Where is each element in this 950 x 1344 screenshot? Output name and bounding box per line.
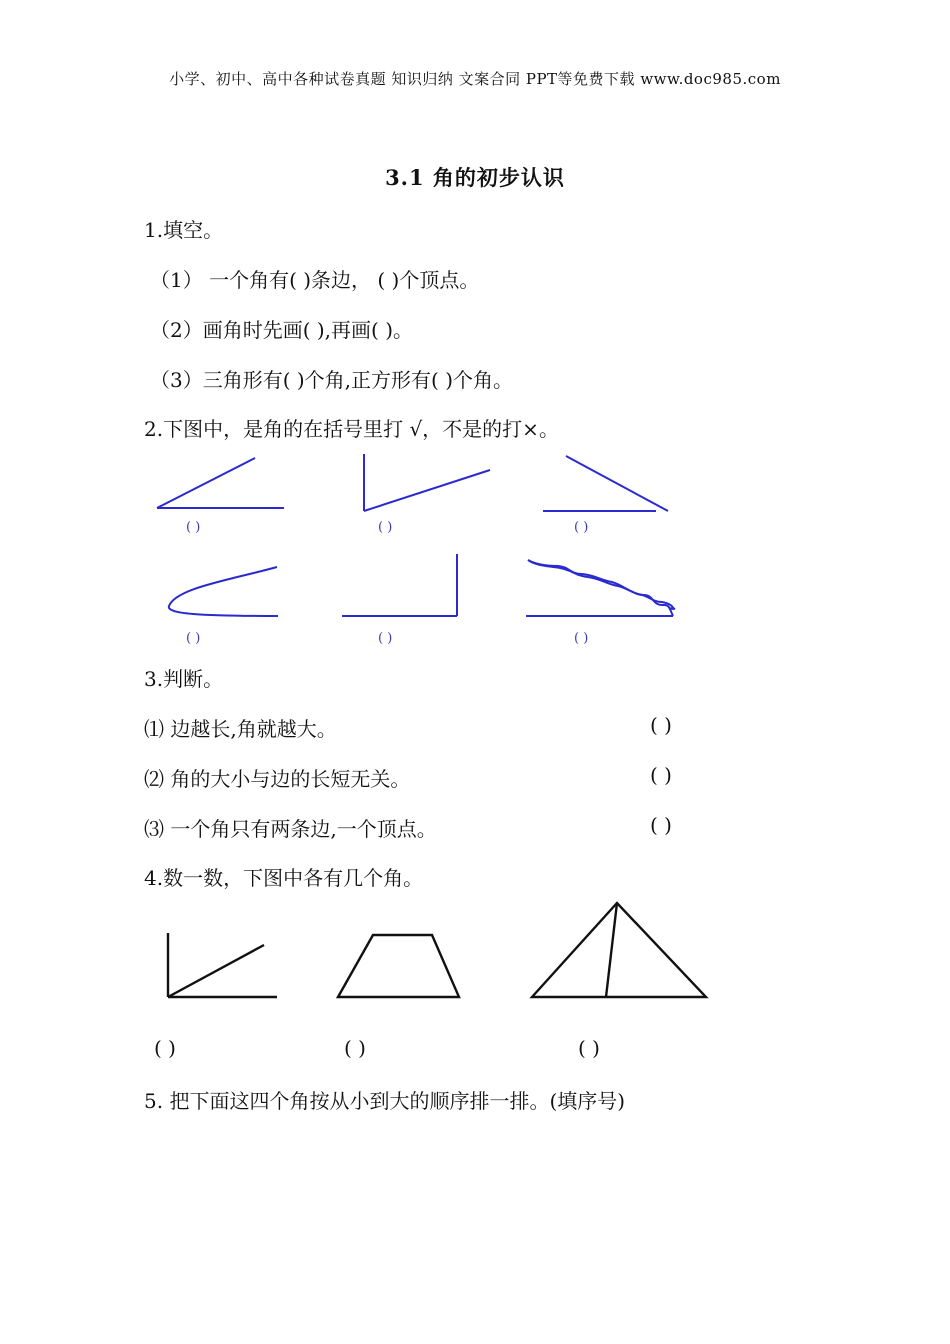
q2-heading: 2.下图中，是角的在括号里打 √，不是的打×。 (144, 417, 559, 441)
q1-line3: （3）三角形有( )个角,正方形有( )个角。 (150, 368, 514, 392)
q4-figure-angle (168, 933, 277, 997)
q3-blank-2[interactable]: ( ) (650, 763, 672, 787)
q5-heading: 5. 把下面这四个角按从小到大的顺序排一排。(填序号) (144, 1089, 626, 1113)
q3-blank-3[interactable]: ( ) (650, 813, 672, 837)
page-header: 小学、初中、高中各种试卷真题 知识归纳 文案合同 PPT等免费下载 www.doc985.com (169, 70, 781, 88)
q1-heading: 1.填空。 (144, 218, 224, 242)
q2-figure-6 (526, 560, 674, 616)
q2-answer-3[interactable]: ( ) (574, 520, 589, 535)
q2-figure-5 (342, 554, 457, 616)
q2-answer-6[interactable]: ( ) (574, 631, 589, 646)
q3-heading: 3.判断。 (144, 667, 224, 691)
q4-figures (150, 895, 720, 1010)
q2-answer-2[interactable]: ( ) (378, 520, 393, 535)
q4-blank-3[interactable]: ( ) (578, 1036, 600, 1060)
q3-item-2: ⑵ 角的大小与边的长短无关。 (144, 767, 411, 791)
q2-answer-4[interactable]: ( ) (186, 631, 201, 646)
q2-figure-2 (364, 454, 490, 511)
q1-line2: （2）画角时先画( ),再画( )。 (150, 318, 414, 342)
q1-line1: （1） 一个角有( )条边， ( )个顶点。 (150, 268, 480, 292)
q4-blank-1[interactable]: ( ) (154, 1036, 176, 1060)
q2-figure-4 (169, 567, 278, 616)
q2-figures (140, 448, 700, 648)
page-title: 3.1 角的初步认识 (385, 165, 565, 190)
q2-figure-1 (157, 458, 284, 508)
q4-figure-triangle (532, 903, 706, 997)
q3-item-3: ⑶ 一个角只有两条边,一个顶点。 (144, 817, 437, 841)
q3-item-1: ⑴ 边越长,角就越大。 (144, 717, 337, 741)
q4-blank-2[interactable]: ( ) (344, 1036, 366, 1060)
q2-figure-3 (543, 456, 668, 511)
q4-figure-trapezoid (338, 935, 459, 997)
q4-heading: 4.数一数，下图中各有几个角。 (144, 866, 424, 890)
q2-answer-5[interactable]: ( ) (378, 631, 393, 646)
q3-blank-1[interactable]: ( ) (650, 713, 672, 737)
q2-answer-1[interactable]: ( ) (186, 520, 201, 535)
